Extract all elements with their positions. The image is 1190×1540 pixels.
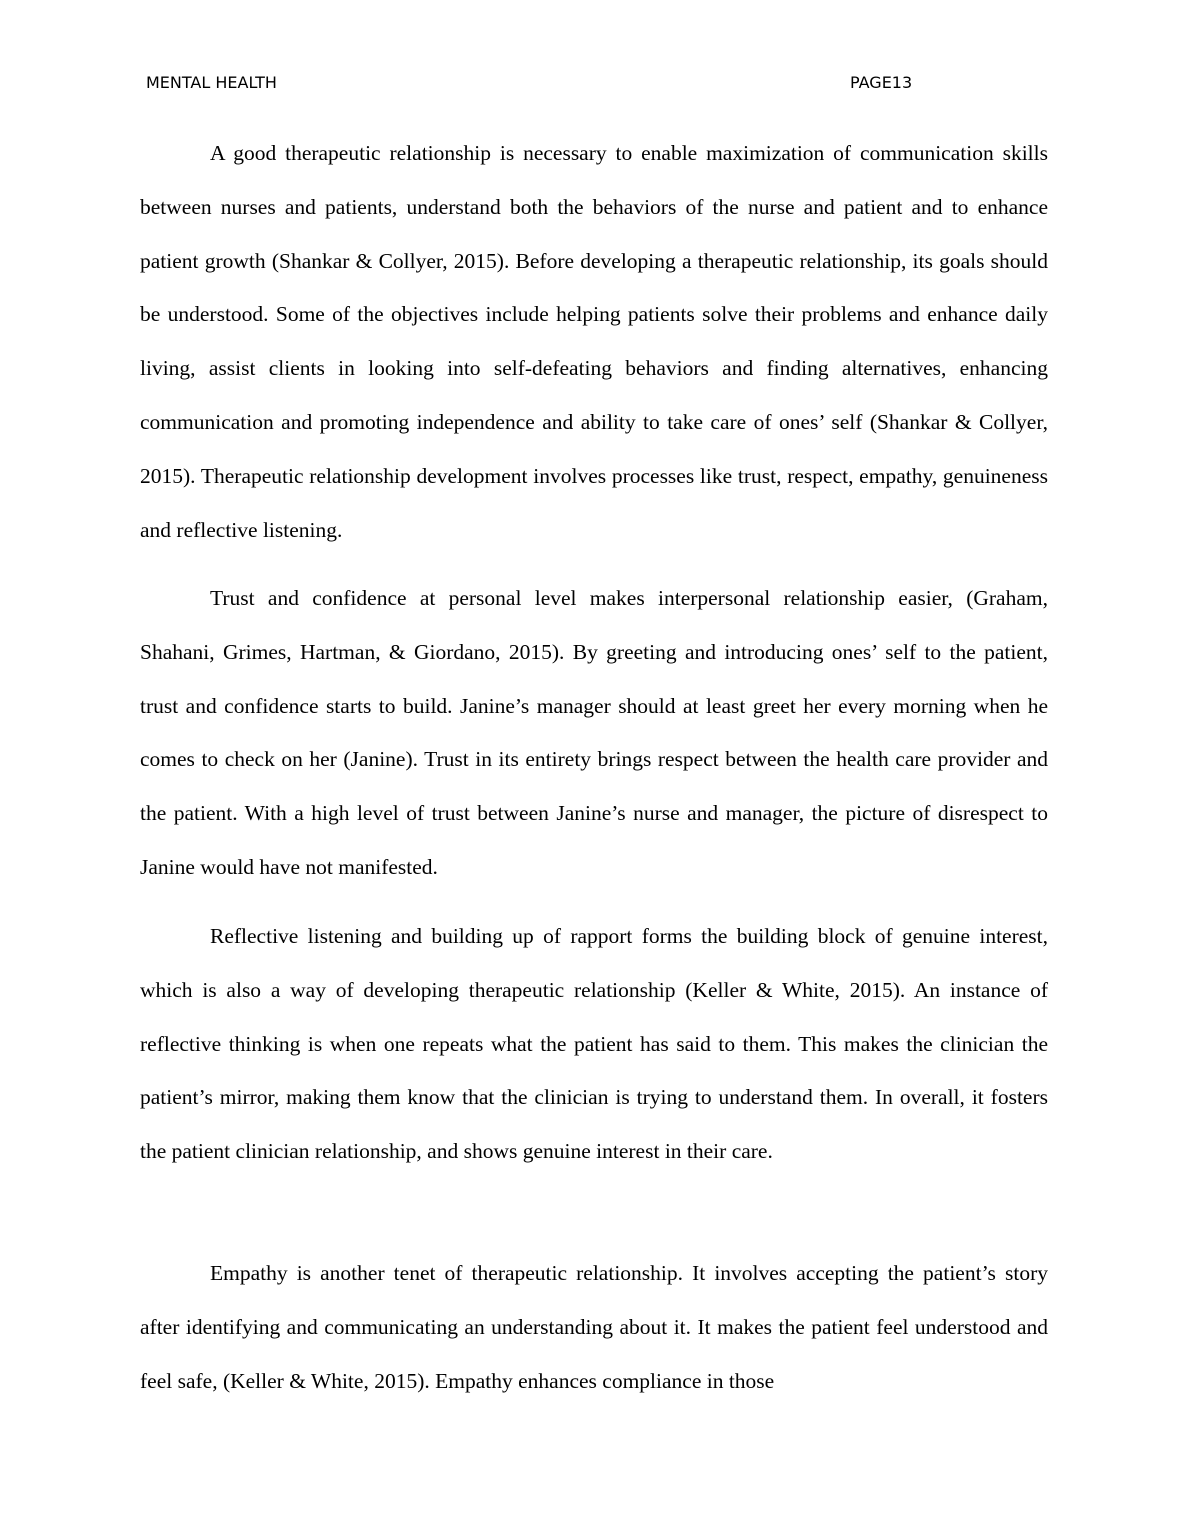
body-paragraph-1: A good therapeutic relationship is necessary to enable maximization of communication skills between nurses and patients, understand both the behaviors of the nurse and patient and to enhance patient growth (Shankar & Collyer, 2015). Before developing a therapeutic relationship, its goals should be understood. Some of the objectives include helping patients solve their problems and enhance daily living, assist clients in looking into self-defeating behaviors and finding alternatives, enhancing communication and promoting independence and ability to take care of ones’ self (Shankar & Collyer, 2015). Therapeutic relationship development involves processes like trust, respect, empathy, genuineness and reflective listening. [140,141,1048,542]
page-number: PAGE13 [850,73,913,92]
body-paragraph-2: Trust and confidence at personal level makes interpersonal relationship easier, (Graham, Shahani, Grimes, Hartman, & Giordano, 2015). By greeting and introducing ones’ self to the patient, trust and confidence starts to build. Janine’s manager should at least greet her every morning when he comes to check on her (Janine). Trust in its entirety brings respect between the health care provider and the patient. With a high level of trust between Janine’s nurse and manager, the picture of disrespect to Janine would have not manifested. [140,586,1048,879]
body-paragraph-3: Reflective listening and building up of rapport forms the building block of genuine interest, which is also a way of developing therapeutic relationship (Keller & White, 2015). An instance of reflective thinking is when one repeats what the patient has said to them. This makes the clinician the patient’s mirror, making them know that the clinician is trying to understand them. In overall, it fosters the patient clinician relationship, and shows genuine interest in their care. [140,924,1048,1164]
body-paragraph-4: Empathy is another tenet of therapeutic relationship. It involves accepting the patient’s story after identifying and communicating an understanding about it. It makes the patient feel understood and feel safe, (Keller & White, 2015). Empathy enhances compliance in those [140,1261,1048,1393]
running-head: MENTAL HEALTH [146,73,277,92]
